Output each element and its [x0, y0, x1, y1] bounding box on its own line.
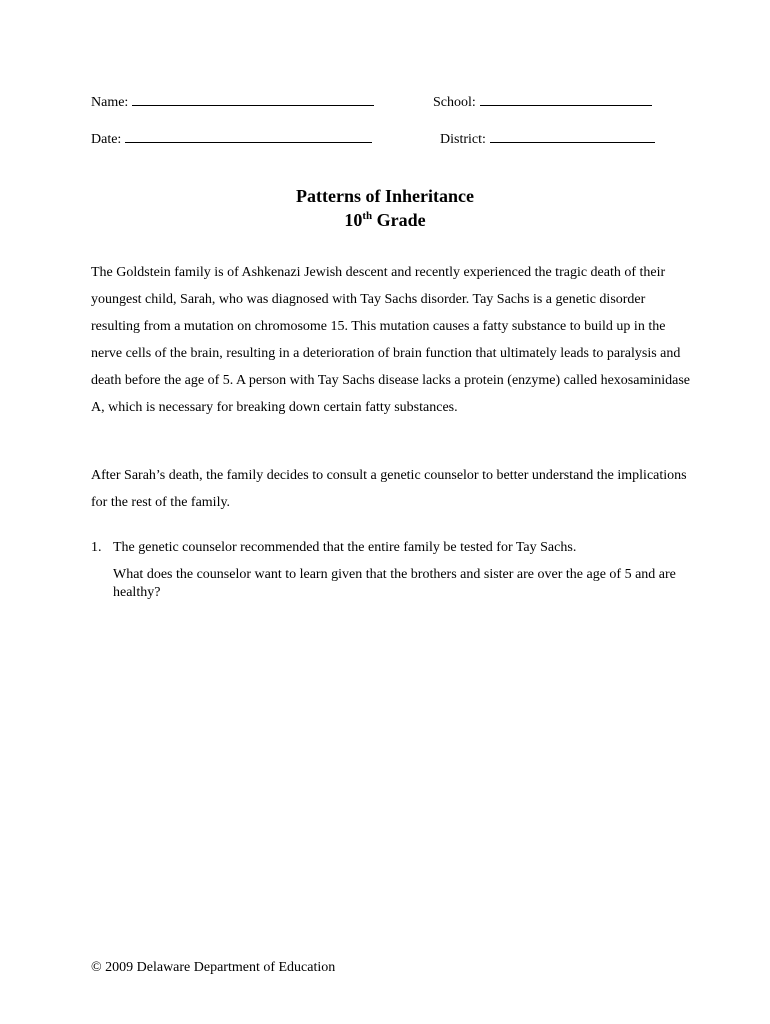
name-label: Name:: [91, 95, 129, 110]
question-number: 1.: [91, 540, 102, 555]
question-statement: The genetic counselor recommended that the entire family be tested for Tay Sachs.: [113, 540, 577, 555]
district-input-line[interactable]: [490, 129, 655, 143]
school-input-line[interactable]: [480, 92, 652, 106]
intro-paragraph: The Goldstein family is of Ashkenazi Jewish descent and recently experienced the tragic death of their youngest child, Sarah, who was diagnosed with Tay Sachs disorder. Tay Sachs is a genetic disorder resulting from a mutation on chromosome 15. This mutation causes a fatty substance to build up in the nerve cells of the brain, resulting in a deterioration of brain function that ultimately leads to paralysis and death before the age of 5. A person with Tay Sachs disease lacks a protein (enzyme) called hexosaminidase A, which is necessary for breaking down certain fatty substances.: [91, 265, 690, 415]
grade-suffix: th: [362, 210, 373, 222]
district-field: [440, 129, 655, 149]
name-input-line[interactable]: [132, 92, 374, 106]
district-label: District:: [440, 132, 486, 147]
name-field: [91, 92, 374, 112]
grade-number: 10: [344, 210, 363, 230]
date-input-line[interactable]: [125, 129, 372, 143]
school-field: [433, 92, 652, 112]
date-field: [91, 129, 372, 149]
school-label: School:: [433, 95, 476, 110]
date-label: Date:: [91, 132, 122, 147]
question-prompt: What does the counselor want to learn given that the brothers and sister are over the age of 5 and are healthy?: [113, 567, 676, 600]
grade-level: [0, 208, 770, 232]
worksheet-title: Patterns of Inheritance: [296, 186, 474, 206]
grade-word: Grade: [372, 210, 426, 230]
copyright-footer: © 2009 Delaware Department of Education: [91, 960, 336, 975]
counselor-paragraph: After Sarah’s death, the family decides to consult a genetic counselor to better understand the implications for the rest of the family.: [91, 468, 687, 510]
